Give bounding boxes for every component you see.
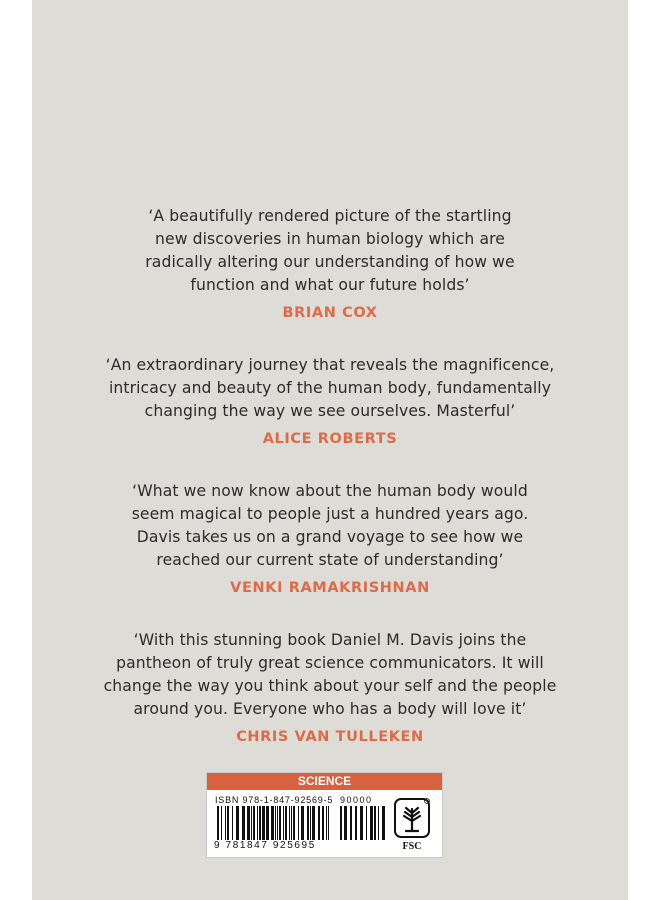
blurb-line: changing the way we see ourselves. Masterful’ bbox=[144, 402, 516, 420]
blurb-line: radically altering our understanding of how we bbox=[145, 253, 515, 271]
category-label: SCIENCE bbox=[207, 773, 442, 790]
barcode-image bbox=[217, 806, 329, 840]
blurb-line: pantheon of truly great science communicators. It will bbox=[116, 654, 544, 672]
blurb-venki-ramakrishnan bbox=[32, 480, 628, 597]
blurb-line: Davis takes us on a grand voyage to see how we bbox=[136, 528, 524, 546]
blurb-chris-van-tulleken bbox=[32, 629, 628, 746]
price-code: 90000 bbox=[340, 795, 373, 805]
blurb-line: change the way you think about your self and the people bbox=[103, 677, 557, 695]
blurb-line: new discoveries in human biology which are bbox=[155, 230, 505, 248]
blurb-author: VENKI RAMAKRISHNAN bbox=[230, 580, 430, 596]
blurb-line: function and what our future holds’ bbox=[190, 276, 470, 294]
blurb-author: CHRIS VAN TULLEKEN bbox=[236, 729, 424, 745]
fsc-label: FSC bbox=[402, 841, 422, 852]
blurb-line: reached our current state of understanding’ bbox=[156, 551, 504, 569]
isbn-label: ISBN 978-1-847-92569-5 bbox=[215, 795, 334, 805]
barcode-panel bbox=[206, 772, 443, 858]
back-cover bbox=[32, 0, 628, 900]
blurb-author: BRIAN COX bbox=[282, 305, 378, 321]
blurb-line: seem magical to people just a hundred years ago. bbox=[131, 505, 529, 523]
blurb-brian-cox bbox=[32, 205, 628, 322]
blurb-author: ALICE ROBERTS bbox=[262, 431, 398, 447]
blurb-line: intricacy and beauty of the human body, fundamentally bbox=[108, 379, 552, 397]
barcode-digits: 9 781847 925695 bbox=[214, 840, 316, 851]
blurb-line: ‘With this stunning book Daniel M. Davis joins the bbox=[133, 631, 527, 649]
price-barcode-image bbox=[340, 806, 386, 840]
blurbs bbox=[32, 205, 628, 778]
blurb-line: ‘An extraordinary journey that reveals the magnificence, bbox=[105, 356, 555, 374]
blurb-line: ‘A beautifully rendered picture of the startling bbox=[148, 207, 512, 225]
blurb-line: ‘What we now know about the human body would bbox=[132, 482, 528, 500]
blurb-line: around you. Everyone who has a body will love it’ bbox=[133, 700, 527, 718]
blurb-alice-roberts bbox=[32, 354, 628, 448]
